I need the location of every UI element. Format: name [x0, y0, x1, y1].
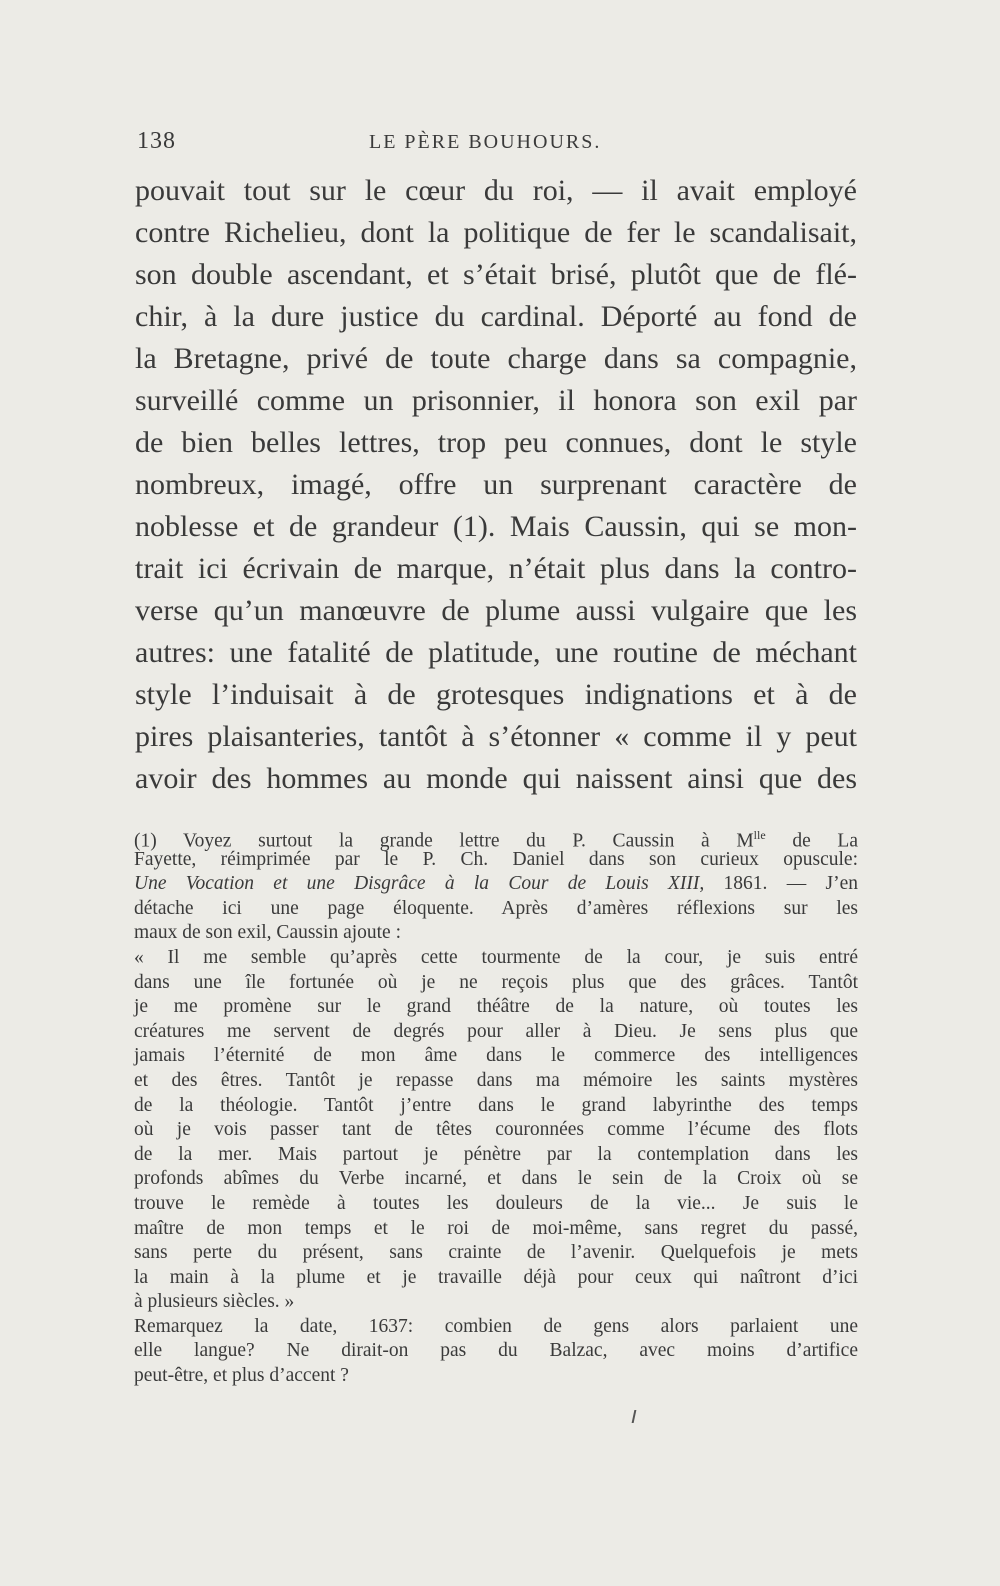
quote-line: sans perte du présent, sans crainte de l’avenir. Quelquefois je mets: [134, 1242, 858, 1264]
body-line: autres: une fatalité de platitude, une routine de méchant: [135, 636, 857, 669]
quote-line: jamais l’éternité de mon âme dans le commerce des intelligences: [134, 1045, 858, 1067]
quote-line: profonds abîmes du Verbe incarné, et dans le sein de la Croix où se: [134, 1168, 858, 1190]
footnote-line: Fayette, réimprimée par le P. Ch. Daniel dans son curieux opuscule:: [134, 848, 858, 870]
body-line: de bien belles lettres, trop peu connues, dont le style: [135, 426, 857, 459]
body-line: style l’induisait à de grotesques indignations et à de: [135, 678, 857, 711]
footnote-text: 1861. — J’en: [704, 873, 858, 895]
footnote-line: Remarquez la date, 1637: combien de gens alors parlaient une: [134, 1315, 858, 1337]
body-line: trait ici écrivain de marque, n’était plus dans la contro-: [135, 552, 857, 585]
quote-line: trouve le remède à toutes les douleurs de la vie... Je suis le: [134, 1192, 858, 1214]
footnote-line: [134, 823, 858, 852]
quote-line: dans une île fortunée où je ne reçois plus que des grâces. Tantôt: [134, 971, 858, 993]
body-line: son double ascendant, et s’était brisé, plutôt que de flé-: [135, 258, 857, 291]
quote-line: la main à la plume et je travaille déjà pour ceux qui naîtront d’ici: [134, 1266, 858, 1288]
body-line: verse qu’un manœuvre de plume aussi vulgaire que les: [135, 594, 857, 627]
footnote-text: de La: [765, 830, 858, 852]
quote-line: où je vois passer tant de têtes couronnées comme l’écume des flots: [134, 1119, 858, 1141]
body-line: la Bretagne, privé de toute charge dans sa compagnie,: [135, 342, 857, 375]
body-line: surveillé comme un prisonnier, il honora son exil par: [135, 384, 857, 417]
body-line: noblesse et de grandeur (1). Mais Caussin, qui se mon-: [135, 510, 857, 543]
body-line: avoir des hommes au monde qui naissent ainsi que des: [135, 762, 857, 795]
body-text: [135, 170, 857, 800]
body-line: contre Richelieu, dont la politique de fer le scandalisait,: [135, 216, 857, 249]
quote-line: maître de mon temps et le roi de moi-même, sans regret du passé,: [134, 1217, 858, 1239]
page-number: 138: [137, 128, 176, 154]
running-head: [137, 128, 854, 158]
quote-line: je me promène sur le grand théâtre de la nature, où toutes les: [134, 996, 858, 1018]
quote-line: « Il me semble qu’après cette tourmente de la cour, je suis entré: [134, 946, 858, 968]
book-title: Une Vocation et une Disgrâce à la Cour de Louis XIII,: [134, 873, 705, 895]
quote-line: à plusieurs siècles. »: [134, 1291, 295, 1313]
footnote-line: maux de son exil, Caussin ajoute :: [134, 922, 402, 944]
footnote-line: détache ici une page éloquente. Après d’amères réflexions sur les: [134, 897, 858, 919]
quote-line: de la théologie. Tantôt j’entre dans le grand labyrinthe des temps: [134, 1094, 858, 1116]
quote-line: de la mer. Mais partout je pénètre par la contemplation dans les: [134, 1143, 858, 1165]
body-line: pires plaisanteries, tantôt à s’étonner « comme il y peut: [135, 720, 857, 753]
footnote-line: [134, 872, 858, 897]
footnote-line: peut-être, et plus d’accent ?: [134, 1365, 349, 1387]
ink-speck: [632, 1410, 637, 1423]
running-title: LE PÈRE BOUHOURS.: [369, 131, 602, 153]
footnote-text: (1) Voyez surtout la grande lettre du P. Caussin à M: [134, 830, 754, 852]
footnote-superscript: lle: [753, 828, 766, 842]
quote-line: créatures me servent de degrés pour aller à Dieu. Je sens plus que: [134, 1020, 858, 1042]
footnote-line: elle langue? Ne dirait-on pas du Balzac, avec moins d’artifice: [134, 1340, 858, 1362]
footnote: [134, 823, 858, 1389]
body-line: nombreux, imagé, offre un surprenant caractère de: [135, 468, 857, 501]
body-line: pouvait tout sur le cœur du roi, — il avait employé: [135, 174, 857, 207]
quote-line: et des êtres. Tantôt je repasse dans ma mémoire les saints mystères: [134, 1069, 858, 1091]
body-line: chir, à la dure justice du cardinal. Déporté au fond de: [135, 300, 857, 333]
